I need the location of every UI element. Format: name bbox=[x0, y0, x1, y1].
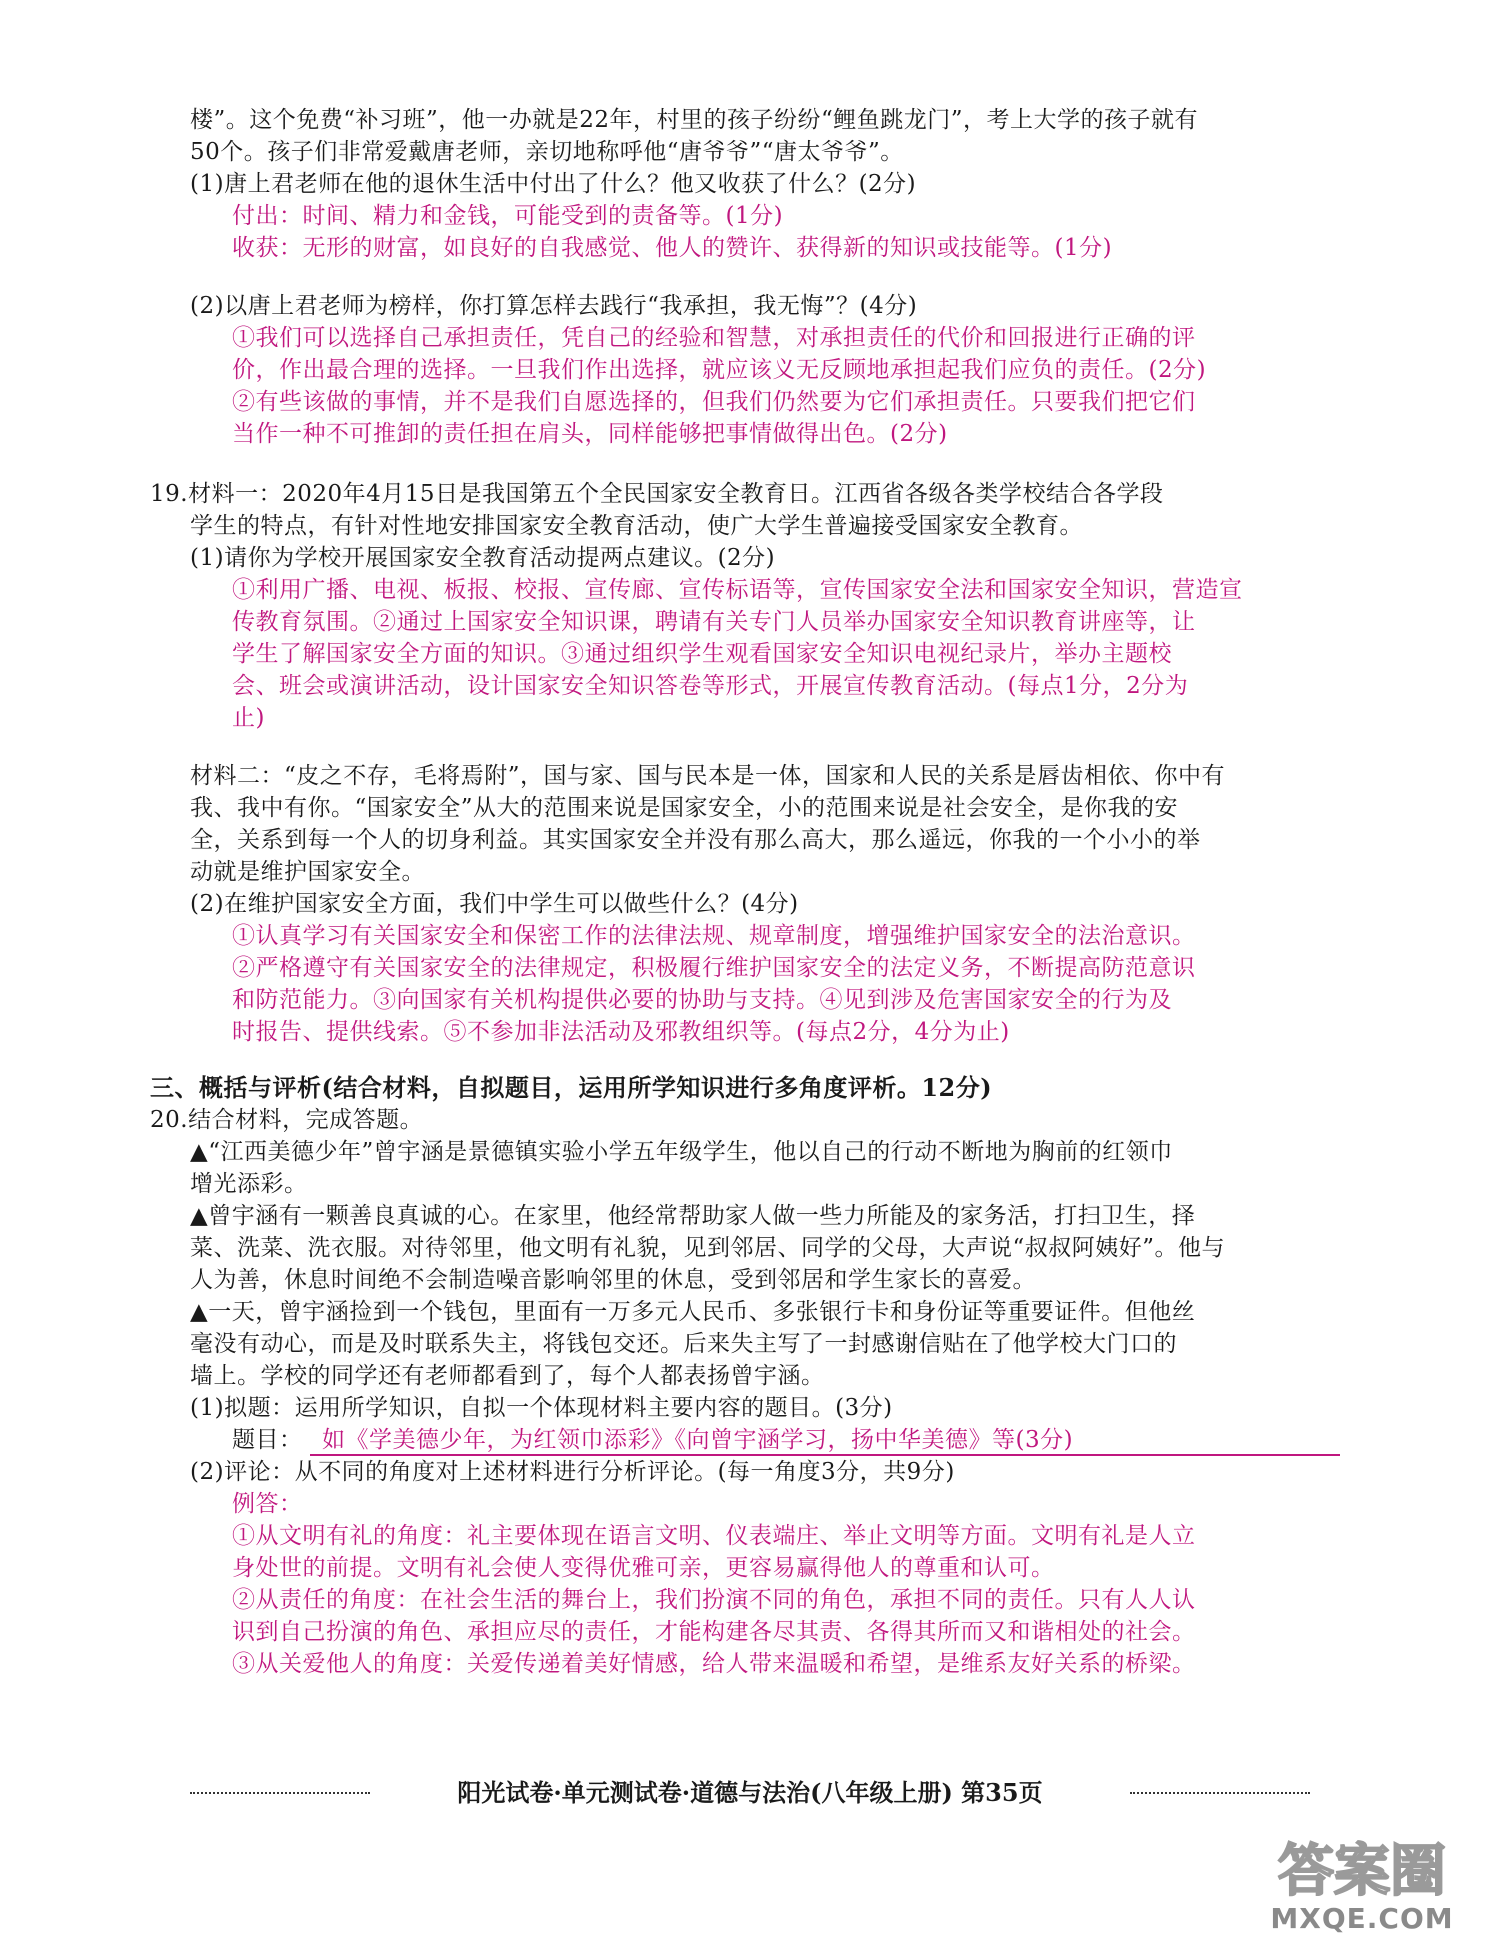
answer-line: ③从关爱他人的角度：关爱传递着美好情感，给人带来温暖和希望，是维系友好关系的桥梁。 bbox=[232, 1651, 1196, 1677]
page-footer bbox=[0, 1777, 1500, 1809]
answer-line: 会、班会或演讲活动，设计国家安全知识答卷等形式，开展宣传教育活动。(每点1分，2分为 bbox=[232, 673, 1189, 699]
material-line: 人为善，休息时间绝不会制造噪音影响邻里的休息，受到邻居和学生家长的喜爱。 bbox=[190, 1267, 1036, 1293]
answer-line: ①认真学习有关国家安全和保密工作的法律法规、规章制度，增强维护国家安全的法治意识。 bbox=[232, 923, 1196, 949]
answer-line: 止) bbox=[232, 705, 265, 731]
material-2-line: 全，关系到每一个人的切身利益。其实国家安全并没有那么高大，那么遥远，你我的一个小小的举 bbox=[190, 827, 1201, 853]
material-line: 菜、洗菜、洗衣服。对待邻里，他文明有礼貌，见到邻居、同学的父母，大声说“叔叔阿姨好”。他与 bbox=[190, 1235, 1226, 1261]
question-text-line: 学生的特点，有针对性地安排国家安全教育活动，使广大学生普遍接受国家安全教育。 bbox=[190, 513, 1083, 539]
sub-question-1: (1)唐上君老师在他的退休生活中付出了什么？他又收获了什么？(2分) bbox=[190, 171, 917, 197]
answer-line: 学生了解国家安全方面的知识。③通过组织学生观看国家安全知识电视纪录片，举办主题校 bbox=[232, 641, 1172, 667]
material-line: 墙上。学校的同学还有老师都看到了，每个人都表扬曾宇涵。 bbox=[190, 1363, 825, 1389]
answer-line: ②严格遵守有关国家安全的法律规定，积极履行维护国家安全的法定义务，不断提高防范意识 bbox=[232, 955, 1196, 981]
material-line: ▲“江西美德少年”曾宇涵是景德镇实验小学五年级学生，他以自己的行动不断地为胸前的红领巾 bbox=[190, 1139, 1173, 1165]
answer-line: 身处世的前提。文明有礼会使人变得优雅可亲，更容易赢得他人的尊重和认可。 bbox=[232, 1555, 1055, 1581]
answer-line: 当作一种不可推卸的责任担在肩头，同样能够把事情做得出色。(2分) bbox=[232, 421, 948, 447]
answer-line: 和防范能力。③向国家有关机构提供必要的协助与支持。④见到涉及危害国家安全的行为及 bbox=[232, 987, 1172, 1013]
answer-line: 识到自己扮演的角色、承担应尽的责任，才能构建各尽其责、各得其所而又和谐相处的社会。 bbox=[232, 1619, 1196, 1645]
footer-dots-right bbox=[1130, 1792, 1310, 1794]
site-watermark-logo bbox=[1248, 1839, 1476, 1942]
sub-question-1: (1)请你为学校开展国家安全教育活动提两点建议。(2分) bbox=[190, 545, 776, 571]
material-2-line: 我、我中有你。“国家安全”从大的范围来说是国家安全，小的范围来说是社会安全，是你我的安 bbox=[190, 795, 1179, 821]
material-2-line: 材料二：“皮之不存，毛将焉附”，国与家、国与民本是一体，国家和人民的关系是唇齿相依、你中有 bbox=[190, 763, 1226, 789]
question-20: 20.结合材料，完成答题。 bbox=[150, 1107, 424, 1133]
answer-line: ①我们可以选择自己承担责任，凭自己的经验和智慧，对承担责任的代价和回报进行正确的评 bbox=[232, 325, 1196, 351]
material-line: ▲一天，曾宇涵捡到一个钱包，里面有一万多元人民币、多张银行卡和身份证等重要证件。但他丝 bbox=[190, 1299, 1196, 1325]
footer-dots-left bbox=[190, 1792, 370, 1794]
material-line: ▲曾宇涵有一颗善良真诚的心。在家里，他经常帮助家人做一些力所能及的家务活，打扫卫生，择 bbox=[190, 1203, 1196, 1229]
answer-line: ②有些该做的事情，并不是我们自愿选择的，但我们仍然要为它们承担责任。只要我们把它们 bbox=[232, 389, 1196, 415]
answer-line: 时报告、提供线索。⑤不参加非法活动及邪教组织等。(每点2分，4分为止) bbox=[232, 1019, 1010, 1045]
answer-line: ①从文明有礼的角度：礼主要体现在语言文明、仪表端庄、举止文明等方面。文明有礼是人立 bbox=[232, 1523, 1196, 1549]
sub-question-2: (2)在维护国家安全方面，我们中学生可以做些什么？(4分) bbox=[190, 891, 799, 917]
answer-line: ②从责任的角度：在社会生活的舞台上，我们扮演不同的角色，承担不同的责任。只有人人认 bbox=[232, 1587, 1196, 1613]
sub-question-2: (2)评论：从不同的角度对上述材料进行分析评论。(每一角度3分，共9分) bbox=[190, 1459, 955, 1485]
answer-line: 收获：无形的财富，如良好的自我感觉、他人的赞许、获得新的知识或技能等。(1分) bbox=[232, 235, 1113, 261]
material-line: 增光添彩。 bbox=[190, 1171, 308, 1197]
section-heading: 三、概括与评析(结合材料，自拟题目，运用所学知识进行多角度评析。12分) bbox=[150, 1073, 993, 1102]
watermark-url-text: MXQE.COM bbox=[1270, 1902, 1454, 1935]
footer-text: 阳光试卷·单元测试卷·道德与法治(八年级上册) 第35页 bbox=[457, 1778, 1043, 1807]
answer-line: ①利用广播、电视、板报、校报、宣传廊、宣传标语等，宣传国家安全法和国家安全知识，营造宣 bbox=[232, 577, 1243, 603]
answer-line: 付出：时间、精力和金钱，可能受到的责备等。(1分) bbox=[232, 203, 784, 229]
answer-line: 传教育氛围。②通过上国家安全知识课，聘请有关专门人员举办国家安全知识教育讲座等，让 bbox=[232, 609, 1196, 635]
title-answer: 如《学美德少年，为红领巾添彩》《向曾宇涵学习，扬中华美德》等(3分) bbox=[322, 1427, 1074, 1453]
material-line: 毫没有动心，而是及时联系失主，将钱包交还。后来失主写了一封感谢信贴在了他学校大门口的 bbox=[190, 1331, 1177, 1357]
watermark-logo-text: 答案圈 bbox=[1278, 1839, 1446, 1904]
sub-question-2: (2)以唐上君老师为榜样，你打算怎样去践行“我承担，我无悔”？(4分) bbox=[190, 293, 918, 319]
title-label: 题目： bbox=[232, 1427, 303, 1453]
question-19-material-1: 19.材料一：2020年4月15日是我国第五个全民国家安全教育日。江西省各级各类学校结合各学段 bbox=[150, 481, 1164, 507]
material-2-line: 动就是维护国家安全。 bbox=[190, 859, 425, 885]
question-text-line: 50个。孩子们非常爱戴唐老师，亲切地称呼他“唐爷爷”“唐太爷爷”。 bbox=[190, 139, 904, 165]
sub-question-1: (1)拟题：运用所学知识，自拟一个体现材料主要内容的题目。(3分) bbox=[190, 1395, 893, 1421]
question-text-line: 楼”。这个免费“补习班”，他一办就是22年，村里的孩子纷纷“鲤鱼跳龙门”，考上大学的孩子就有 bbox=[190, 107, 1199, 133]
answer-line: 例答： bbox=[232, 1491, 303, 1517]
answer-line: 价，作出最合理的选择。一旦我们作出选择，就应该义无反顾地承担起我们应负的责任。(2分) bbox=[232, 357, 1207, 383]
